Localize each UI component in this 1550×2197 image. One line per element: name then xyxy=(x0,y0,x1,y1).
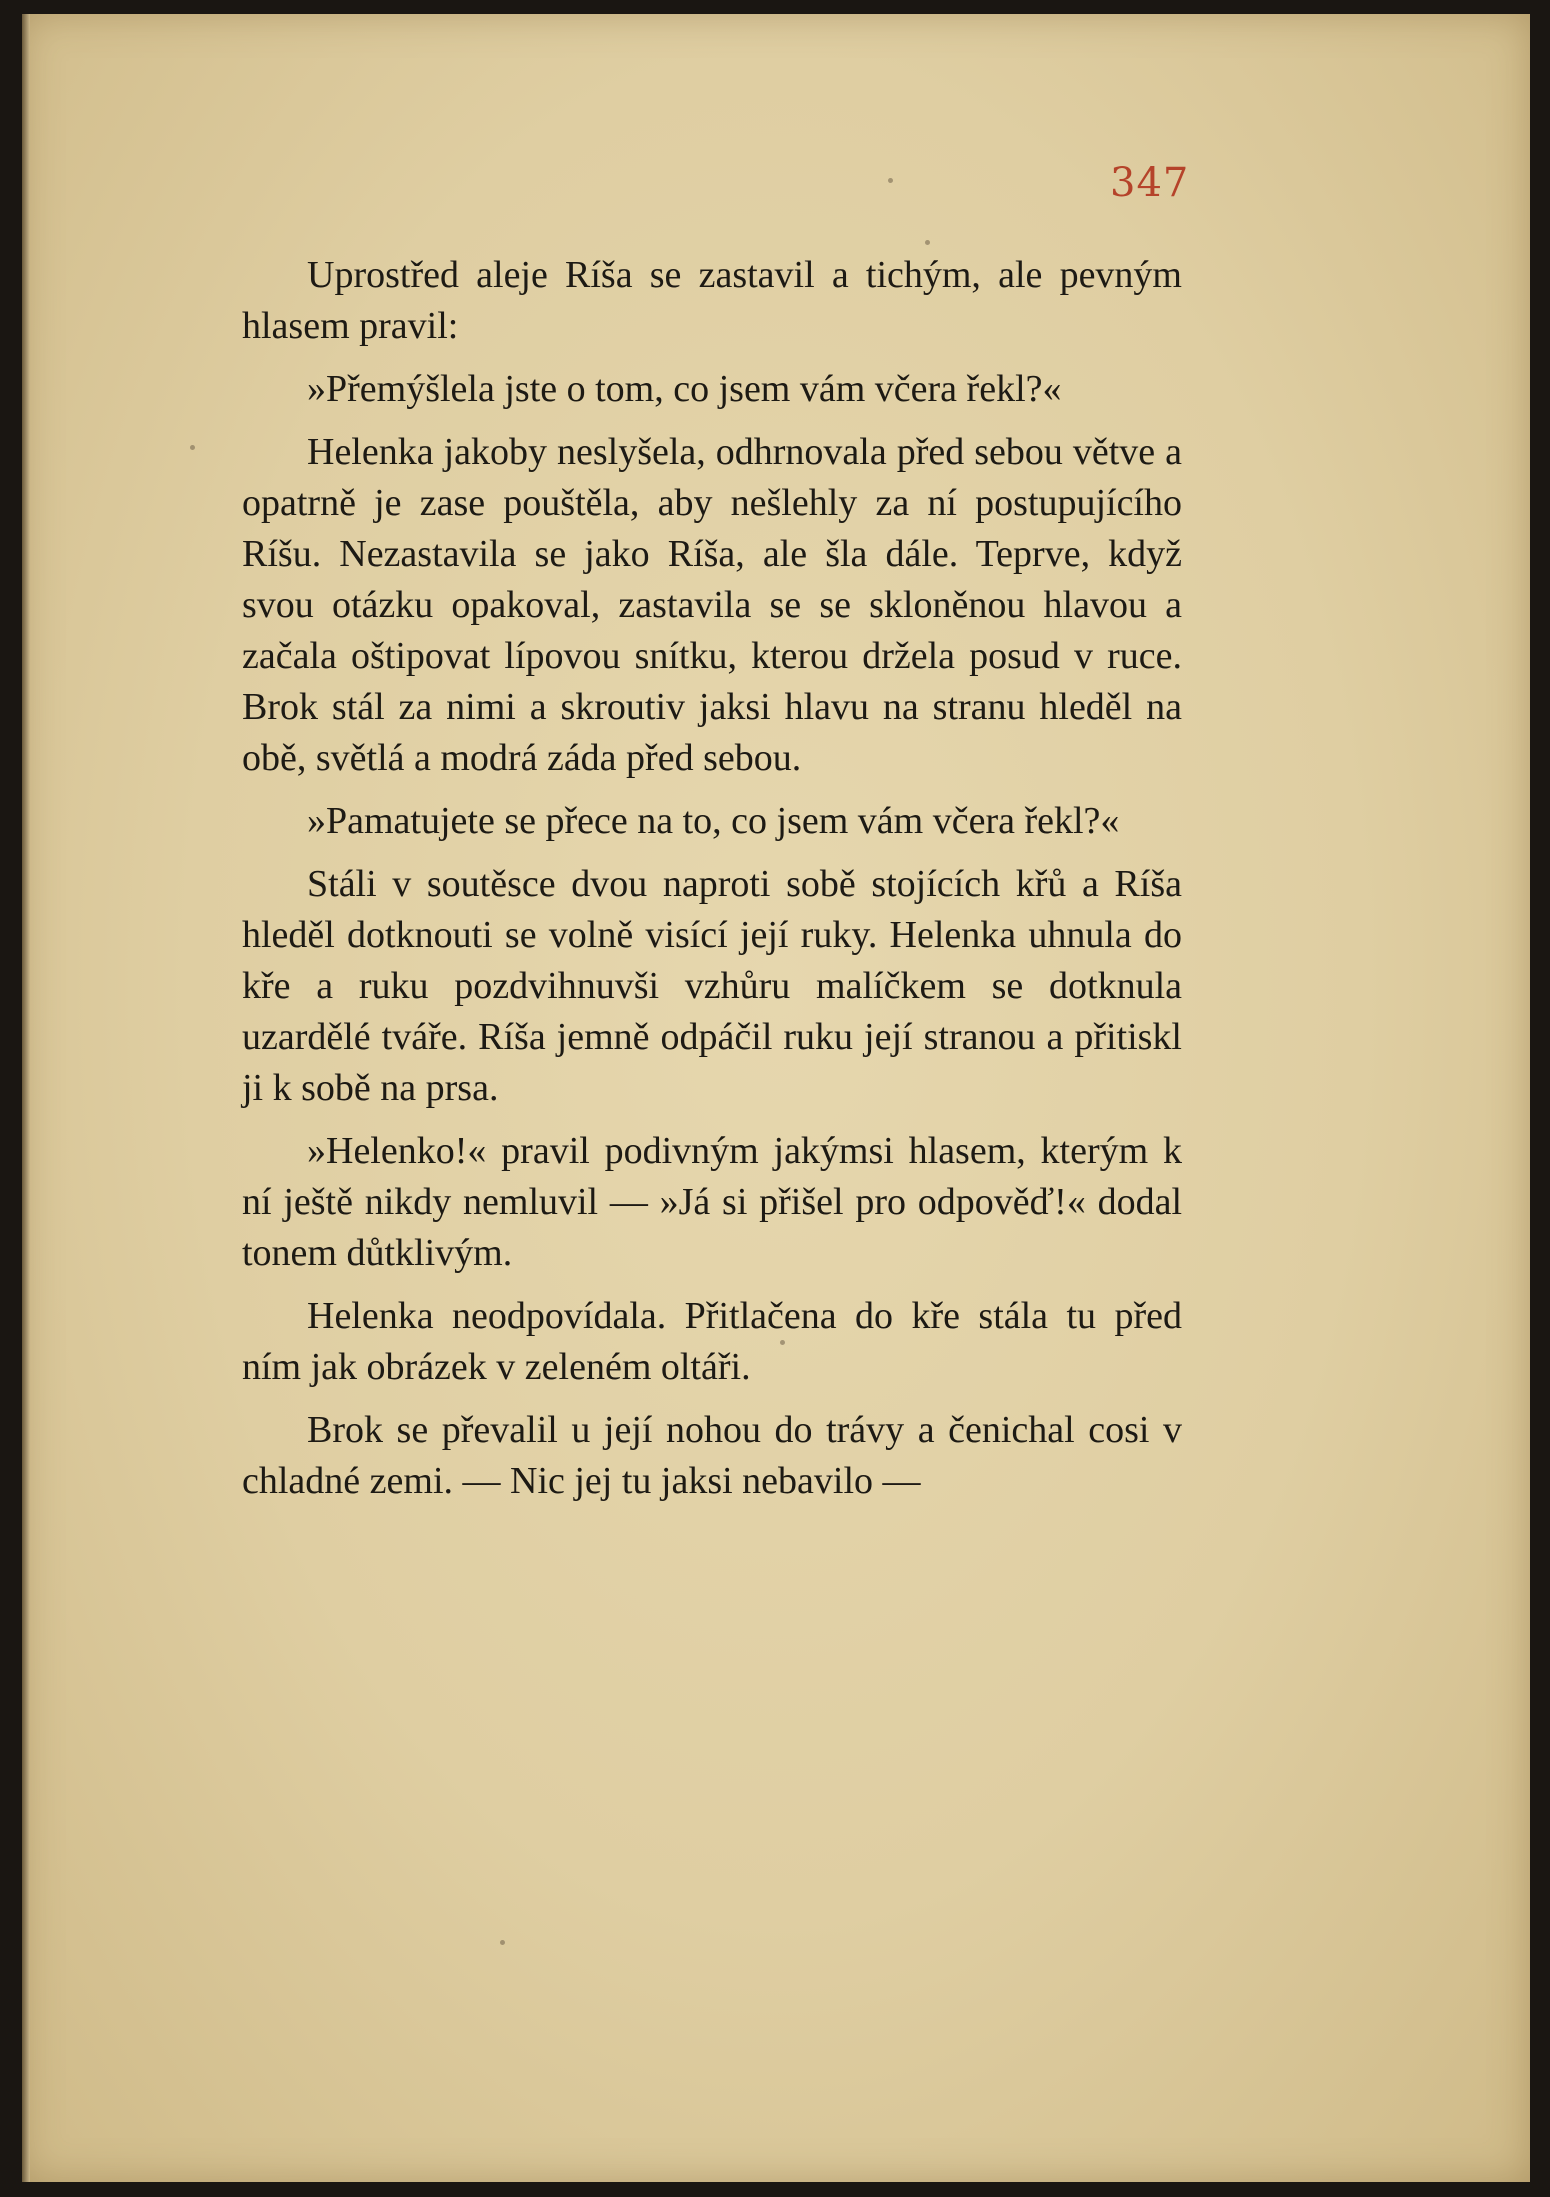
page-binding-edge xyxy=(22,14,30,2182)
ink-speck xyxy=(925,240,930,245)
paragraph: »Pamatujete se přece na to, co jsem vám včera řekl?« xyxy=(307,800,1120,842)
paragraph: »Helenko!« pravil podivným jakýmsi hlasem, kterým k ní ještě nikdy nemluvil — »Já si přišel pro odpověď!« dodal tonem důtklivým. xyxy=(242,1130,1182,1274)
paragraph: Helenka neodpovídala. Přitlačena do kře stála tu před ním jak obrázek v zeleném oltáři. xyxy=(242,1295,1182,1388)
paragraph: Uprostřed aleje Ríša se zastavil a tichým, ale pevným hlasem pravil: xyxy=(242,254,1182,347)
ink-speck xyxy=(190,445,195,450)
paragraph: Helenka jakoby neslyšela, odhrnovala před sebou větve a opatrně je zase pouštěla, aby nešlehly za ní postupujícího Ríšu. Nezastavila se jako Ríša, ale šla dále. Teprve, když svou otázku opakoval, zastavila se se skloněnou hlavou a začala oštipovat lípovou snítku, kterou držela posud v ruce. Brok stál za nimi a skroutiv jaksi hlavu na stranu hleděl na obě, světlá a modrá záda před sebou. xyxy=(242,431,1182,779)
ink-speck xyxy=(888,178,893,183)
paragraph: Stáli v soutěsce dvou naproti sobě stojících křů a Ríša hleděl dotknouti se volně visící její ruky. Helenka uhnula do kře a ruku pozdvihnuvši vzhůru malíčkem se dotknula uzardělé tváře. Ríša jemně odpáčil ruku její stranou a přitiskl ji k sobě na prsa. xyxy=(242,863,1182,1109)
page-number: 347 xyxy=(1110,160,1190,206)
paragraph: »Přemýšlela jste o tom, co jsem vám včera řekl?« xyxy=(307,368,1062,410)
body-text xyxy=(242,250,1182,1519)
ink-speck xyxy=(500,1940,505,1945)
paragraph: Brok se převalil u její nohou do trávy a čenichal cosi v chladné zemi. — Nic jej tu jaksi nebavilo — xyxy=(242,1409,1182,1502)
